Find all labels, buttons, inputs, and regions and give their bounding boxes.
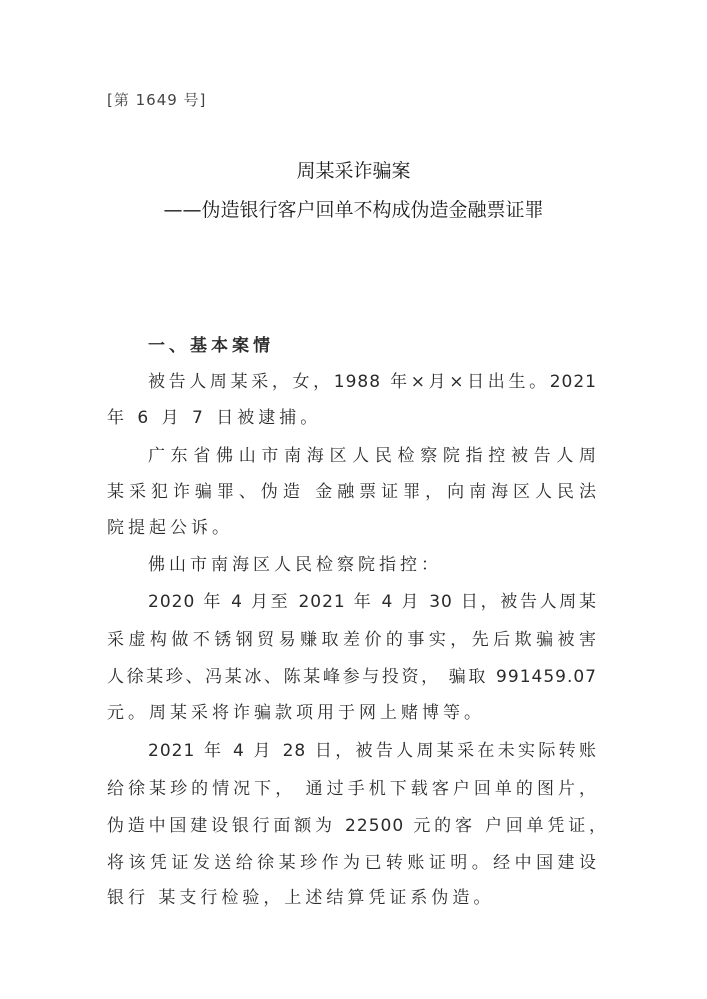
paragraph-line: 佛山市南海区人民检察院指控：: [148, 555, 442, 575]
case-number: [第 1649 号]: [107, 91, 207, 109]
paragraph-line: 某采犯诈骗罪、伪造 金融票证罪，向南海区人民法: [107, 482, 597, 502]
paragraph-line: 2021 年 4 月 28 日，被告人周某采在未实际转账: [148, 741, 597, 761]
paragraph-line: 院提起公诉。: [107, 518, 233, 538]
paragraph-line: 给徐某珍的情况下， 通过手机下载客户回单的图片，: [107, 779, 597, 799]
paragraph-line: 将该凭证发送给徐某珍作为已转账证明。经中国建设: [107, 853, 597, 873]
paragraph-line: 元。周某采将诈骗款项用于网上赌博等。: [107, 703, 485, 723]
section-heading: 一、基本案情: [148, 336, 274, 356]
paragraph-line: 被告人周某采，女，1988 年×月×日出生。2021: [148, 372, 597, 392]
paragraph-line: 2020 年 4 月至 2021 年 4 月 30 日，被告人周某: [148, 592, 597, 612]
paragraph-line: 年 6 月 7 日被逮捕。: [107, 408, 322, 428]
paragraph-line: 采虚构做不锈钢贸易赚取差价的事实，先后欺骗被害: [107, 630, 597, 650]
paragraph-line: 银行 某支行检验，上述结算凭证系伪造。: [107, 888, 495, 908]
paragraph-line: 广东省佛山市南海区人民检察院指控被告人周: [148, 446, 597, 466]
document-title: 周某采诈骗案: [296, 160, 411, 182]
document-subtitle: ——伪造银行客户回单不构成伪造金融票证罪: [163, 199, 544, 221]
paragraph-line: 人徐某珍、冯某冰、陈某峰参与投资， 骗取 991459.07: [107, 667, 597, 687]
paragraph-line: 伪造中国建设银行面额为 22500 元的客 户回单凭证，: [107, 816, 607, 836]
